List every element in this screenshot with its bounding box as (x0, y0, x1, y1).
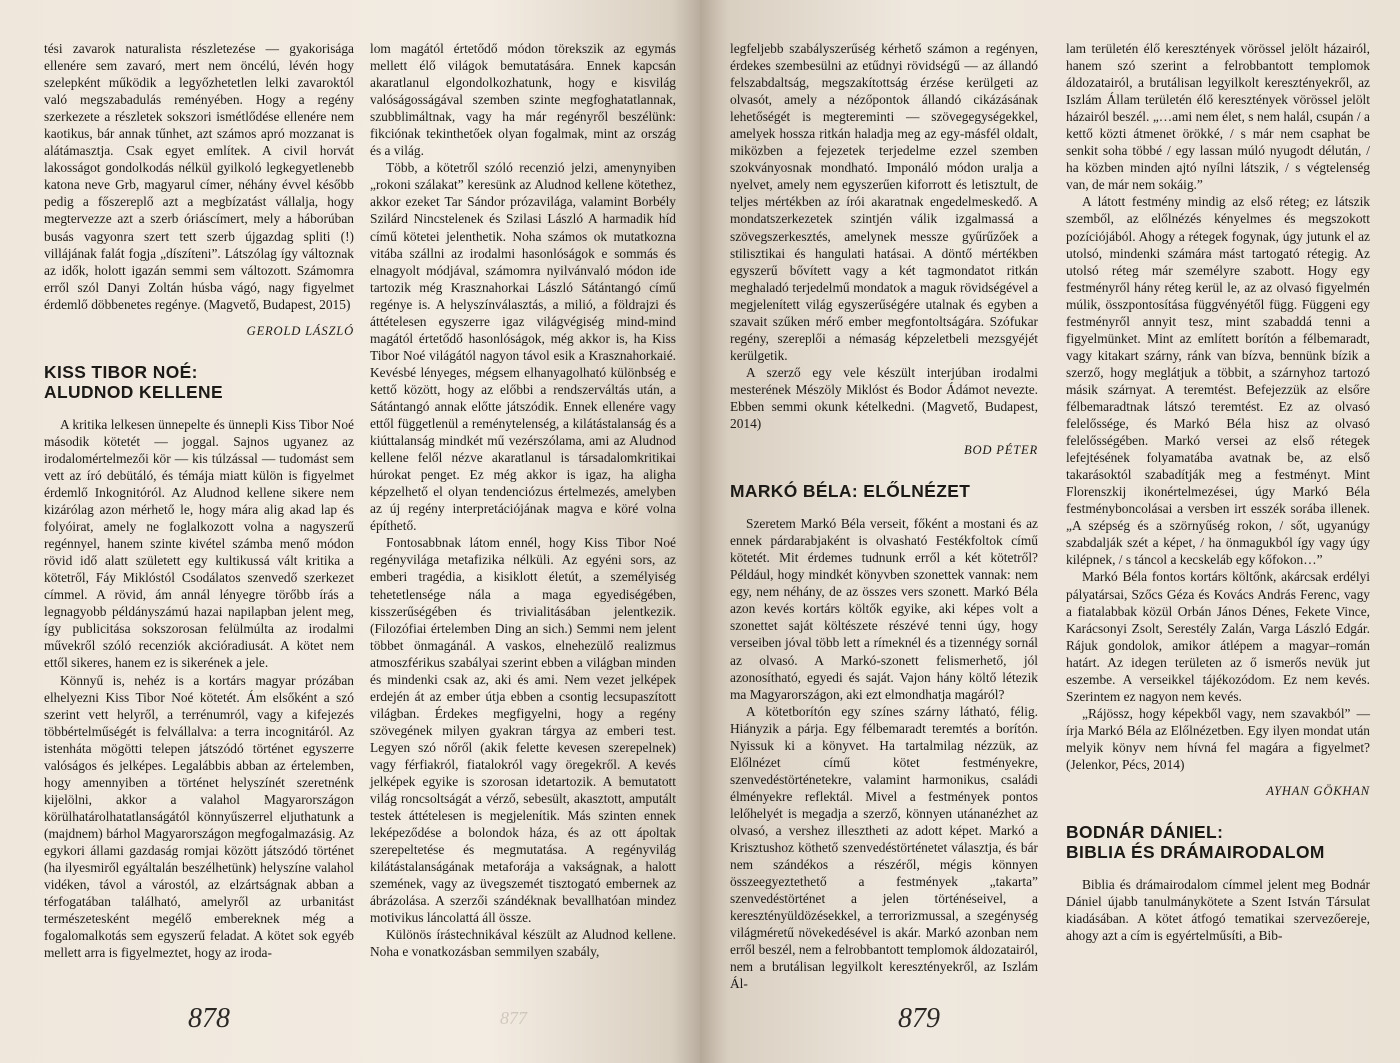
paragraph: Markó Béla fontos kortárs költőnk, akárcsak erdélyi pályatársai, Szőcs Géza és Kovács András Ferenc, vagy a fiatalabbak közül Orbán János Dénes, Fekete Vince, Karácsonyi Zsolt, Serestély Zalán, Varga László Edgár. Rájuk gondolok, amikor átlépem a magyar–román határt. Az idegen területen az ő ismerős nevük jut eszembe. A verseikkel tájékozódom. Ez nem kevés. Szerintem ez nagyon nem kevés. (1066, 569, 1370, 704)
page-number: 878 (188, 1003, 230, 1034)
paragraph: Könnyű is, nehéz is a kortárs magyar prózában elhelyezni Kiss Tibor Noé kötetét. Ám elsőként a szó szerint vett helyről, a terrénumról, vagy a kifejezés többértelműségét is felvállalva: a terra incognitáról. Az istenháta mögötti telepen játszódó történet egyszerre valóságos és jelképes. Legalábbis abban az értelemben, hogy amennyiben a történet helyszínét szeretnénk kijelölni, akkor a valahol Magyarországon körülhatárolhatatlanságától könnyűszerrel eljuthatunk a (majdnem) bárhol Magyarországon megfogalmazásig. Az egykori állami gazdaság romjai között játszódó történet (ha ilyesmiről egyáltalán beszélhetünk) helyszíne valahol vidéken, távol a várostól, az elzártságnak abban a térfogatában található, amelyről az urbanitást természetesként megélő embereknek még a fogalomalkotás sem egyszerű feladat. A kötet sok egyéb mellett arra is figyelmeztet, hogy az iroda- (44, 672, 354, 961)
right-page-column-2 (1066, 40, 1370, 980)
review-signature: BOD PÉTER (963, 443, 1038, 458)
paragraph: A kötetborítón egy színes szárny látható, félig. Hiányzik a párja. Egy félbemaradt teremtés a borítón. Nyissuk ki a könyvet. Ha tartalmilag nézzük, az Előlnézet című kötet festményekre, szenvedéstörténetekre, valamint harmonikus, családi élményekre reflektál. Mivel a festmények pontos lelőhelyét is megadja a szerző, könnyen utánanézhet az olvasó, a vershez illesztheti az adott képet. Markó a Krisztushoz köthető szenvedéstörténetet választja, és bár nem szándékos a részéről, mégis könnyen összeegyeztethető a festmények „takarta” szenvedéstörténet a jelen történéseivel, a keresztényüldözésekkel, a terrorizmussal, a szegénység világméretű növekedésével is akár. Markó azonban nem erről beszél, nem a felrobbantott templomok áldozatairól, nem a brutálisan legyilkolt keresztényekről, az Iszlám Ál- (730, 703, 1038, 992)
left-page-column-1 (44, 40, 354, 980)
review-title: MARKÓ BÉLA: ELŐLNÉZET (730, 481, 971, 502)
review-title (44, 362, 354, 402)
paragraph: lom magától értetődő módon törekszik az egymás mellett élő világok bemutatására. Ennek kapcsán akaratlanul elgondolkozhatunk, hogy e kisvilág valóságosságával szemben szinte megfoghatatlannak, szubblimáltnak, vagy ha már regényről beszélünk: fikciónak tekinthetőek olyan fogalmak, mint az ország és a világ. (370, 41, 676, 159)
review-signature: AYHAN GÖKHAN (1266, 784, 1370, 799)
review-signature: GEROLD LÁSZLÓ (246, 323, 354, 338)
review-title-line: BIBLIA ÉS DRÁMAIRODALOM (1066, 842, 1325, 863)
paragraph: A szerző egy vele készült interjúban irodalmi mesterének Mészöly Miklóst és Bodor Ádámot nevezte. Ebben semmi okunk kételkedni. (Magvető, Budapest, 2014) (730, 364, 1038, 432)
paragraph: A kritika lelkesen ünnepelte és ünnepli Kiss Tibor Noé második kötetét — joggal. Sajnos ugyanez az irodalomértelmezői kör — kis túlzással — tudomást sem vett az író debütáló, és témája miatt külön is figyelmet érdemlő Inkognitóról. Az Aludnod kellene sikere nem kizárólag azon mérhető le, hogy mára alig akad lap és folyóirat, amely ne foglalkozott volna a nagyszerű regénnyel, hanem szinte kivétel számba menő módon rövid idő alatt született egy kultikussá vált kritika a kötetről, Fáy Miklóstól Csodálatos szenvedő szerkezet címmel. A rövid, ám annál lényegre törőbb írás a legnagyobb példányszámú hazai napilapban jelent meg, így publicitása sokszorosan felülmúlta az irodalmi művekről szóló recenziók akcióradiusát. A kötet nem ettől sikeres, hanem ez is sikerének a jele. (44, 416, 354, 671)
paragraph: Fontosabbnak látom ennél, hogy Kiss Tibor Noé regényvilága metafizika nélküli. Az egyéni sors, az emberi tragédia, a kisiklott életút, a személyiség tehetetlensége nála a maga egyediségében, kisszerűségében és trivialitásában jelentkezik. (Filozófiai értelemben Ding an sich.) Semmi nem jelent többet önmagánál. A vaskos, elnehezülő realizmus atmoszférikus szabályai szerint ebben a világban minden és mindenki csak az, aki és ami. Nem vezet jelképek erdején át az ember útja ebben a csontig lecsupaszított világban. Érdekes megfigyelni, hogy a regény szövegének milyen gyakran tárgya az emberi test. Legyen szó nőről (akik felette kevesen szerepelnek) vagy férfiakról, fiatalokról vagy öregekről. A kevés jelképek egyike is szorosan idetartozik. A bemutatott világ roncsoltságát a vérző, sebesült, akasztott, amputált testek áttételesen is megjelenítik. Más szinten ennek leképeződése a bolondok háza, és az ott ápoltak szerepeltetése és megmutatása. A regényvilág kilátástalanságának metaforája a vakságnak, a halott szemének, vagy az üvegszemét tisztogató embernek az ábrázolása. A szerzői szándéknak bevallhatóan mindez motivikus láncolattá áll össze. (370, 535, 676, 926)
paragraph: tési zavarok naturalista részletezése — gyakorisága ellenére sem zavaró, mert nem öncélú, lévén hogy szelepként működik a legyőzhetetlen lelki zavaroktól való megszabadulás reményében. Hogy a regény szerkezete a részletek sokszori ismétlődése ellenére nem kaotikus, bár annak tűnhet, azt számos apró mozzanat is alátámasztja. Csak egyet említek. A civil horvát lakosságot gondolkodás nélkül gyilkoló legkegyetlenebb katona neve Grb, magyarul címer, néhány évvel később pedig a főszereplő azt a megbízatást vállalja, hogy megtervezze azt a szerb óriáscímert, mely a háborúban busás vagyonra szert tett szerb újgazdag spliti (!) villájának falát fogja „díszíteni”. Látszólag így változnak az idők, holott igazán semmi sem változott. Számomra erről szól Danyi Zoltán húsba vágó, nagy figyelmet érdemlő döbbenetes regénye. (Magvető, Budapest, 2015) (44, 41, 354, 312)
paragraph: lam területén élő keresztények vörössel jelölt házairól, hanem szó szerint a felrobbantott templomok áldozatairól, a brutálisan legyilkolt keresztényekről, az Iszlám Állam területén élő keresztények vörössel jelölt házairól beszél. „…ami nem élet, s nem halál, csupán / a kettő közti átmenet örökké, / s már nem csaphat be senkit soha többé / egy lassan múló nyugodt délután, / ha közben minden ajtó nyílni látszik, / s végtelenség van, de már nem sokáig.” (1066, 41, 1370, 193)
review-title-line: KISS TIBOR NOÉ: (44, 361, 198, 382)
review-title (1066, 822, 1370, 862)
show-through-text: 877 (500, 1008, 527, 1028)
right-page (700, 0, 1400, 1063)
review-title-line: ALUDNOD KELLENE (44, 381, 223, 402)
page-number: 879 (898, 1003, 940, 1034)
paragraph: A látott festmény mindig az első réteg; ez látszik szemből, az előlnézés kényelmes és megszokott pozíciójából. Ahogy a rétegek fogynak, úgy jutunk el az utolsó, mindenki számára mást tartogató rétegig. Az utolsó réteg már személyre szabott. Hogy egy festményről hány réteg kerül le, az az olvasó figyelmén múlik, összpontosítása függvényétől függ. Függeni egy festményről annyit tesz, mint szabaddá tenni a figyelmünket. Mint az említett borítón a félbemaradt, vagy kitakart szárny, ránk van bízva, bennünk bízik a szerző, hogy meglátjuk a többit, a szárnyhoz tartozó másik szárnyat. A teremtést. Befejezzük az elsőre félbemaradtnak látszó teremtést. Ez az olvasó felelőssége, és Markó Béla hisz az olvasó felelősségében. Markó versei az első rétegek lefejtésének folyamatába avatnak be, az első takarásoktól szabadítják meg a festményt. Mint Florenszkij ikonértelmezései, úgy Markó Béla festményboncolásai a versben irt esszék sorába illenek. „A szépség és a szörnyűség rokon, / sőt, ugyanúgy szabdalják szét a képet, / ha önmagukból így vagy úgy kilépnek, / s táncol a kecskeláb egy kőfokon…” (1066, 194, 1370, 568)
paragraph: Biblia és drámairodalom címmel jelent meg Bodnár Dániel újabb tanulmánykötete a Szent István Társulat kiadásában. A kötet átfogó tematikai szervezőereje, ahogy azt a cím is egyértelműsíti, a Bib- (1066, 877, 1370, 944)
paragraph: „Rájössz, hogy képekből vagy, nem szavakból” — írja Markó Béla az Előlnézetben. Egy ilyen mondat után melyik könyv nem hívná fel magára a figyelmet? (Jelenkor, Pécs, 2014) (1066, 705, 1370, 772)
right-page-column-1 (730, 40, 1038, 992)
paragraph: Szeretem Markó Béla verseit, főként a mostani és az ennek párdarabjaként is olvasható Festékfoltok című kötetét. Mit érdemes tudnunk erről a két kötetről? Például, hogy mindkét könyvben szonettek vannak: nem egy, nem néhány, de az összes vers szonett. Markó Béla azon kevés kortárs költők egyike, aki képes volt a szonettet saját költészete részévé tenni úgy, hogy verseiben jóval több lett a rímeknél és a tizennégy sornál az olvasó. A Markó-szonett felismerhető, jól azonosítható, egyedi és saját. Vajon hány költő létezik ma Magyarországon, aki ezt elmondhatja magáról? (730, 516, 1038, 702)
paragraph: legfeljebb szabályszerűség kérhető számon a regényen, érdekes szembesülni az etűdnyi rövidségű — az állandó felszabdaltság, megszakítottság érzése kerülgeti az olvasót, amely a nézőpontok állandó cikázásának lehetőségét is megtereminti — szövegegységekkel, amelyek hossza ritkán haladja meg az egy-másfél oldalt, miközben a fejezetek terjedelme ezzel szemben szokványosnak mondható. Imponáló módon uralja a nyelvet, amely nem egyszerűen kiforrott és letisztult, de teljes mértékben az írói akaratnak engedelmeskedő. A mondatszerkezetek szintjén válik izgalmassá a szövegszerkesztés, amelynek messze gyűrűzőek a stilisztikai és hangulati hatásai. A döntő mértékben egyszerű bővített vagy a két tagmondatot ritkán meghaladó terjedelmű mondatok a maguk rövidségével a megjelenített világ egyszerűségére utalnak és egyben a szavait szűken mérő ember megfontoltságára. Szófukar regény, szereplői a némaság képzeletbeli mezsgyéjét kerülgetik. (730, 41, 1038, 363)
review-title-line: BODNÁR DÁNIEL: (1066, 822, 1224, 843)
left-page-column-2 (370, 40, 676, 980)
paragraph: Különös írástechnikával készült az Aludnod kellene. Noha e vonatkozásban semmilyen szabály, (370, 927, 676, 960)
paragraph: Több, a kötetről szóló recenzió jelzi, amenynyiben „rokoni szálakat” keresünk az Aludnod kellene kötethez, akkor ezeket Tar Sándor prózavilága, valamint Borbély Szilárd Nincstelenek és Szilasi László A harmadik híd című kötetei jelenthetik. Noha számos ok mutatkozna vitába szállni az irodalmi hasonlóságok e sommás és elnagyolt módjával, számomra nyilvánvaló módon ide tartozik még Krasznahorkai László Sátántangó című regénye is. A helyszínválasztás, a milió, a földrajzi és áttételesen egyszerre igaz világvégiség mind-mind magától értetődő hasonlóságok, még akkor is, ha Kiss Tibor Noé világától nagyon távol esik a Krasznahorkaié. Kevésbé lényeges, mégsem elhanyagolható különbség e kettő között, hogy az előbbi a rendszerváltás után, a Sátántangó annak előtte játszódik. Ennek ellenére vagy ettől függetlenül a reménytelenség, a kilátástalanság és a kiúttalanság mindkét mű vezérszólama, ami az Aludnod kellene felől nézve akaratlanul is társadalomkritikai húrokat penget. Ez még akkor is igaz, ha aligha képzelhető el olyan tendenciózus értelmezés, amelyben az új regény interpretációjának magva e köré volna építhető. (370, 160, 676, 534)
